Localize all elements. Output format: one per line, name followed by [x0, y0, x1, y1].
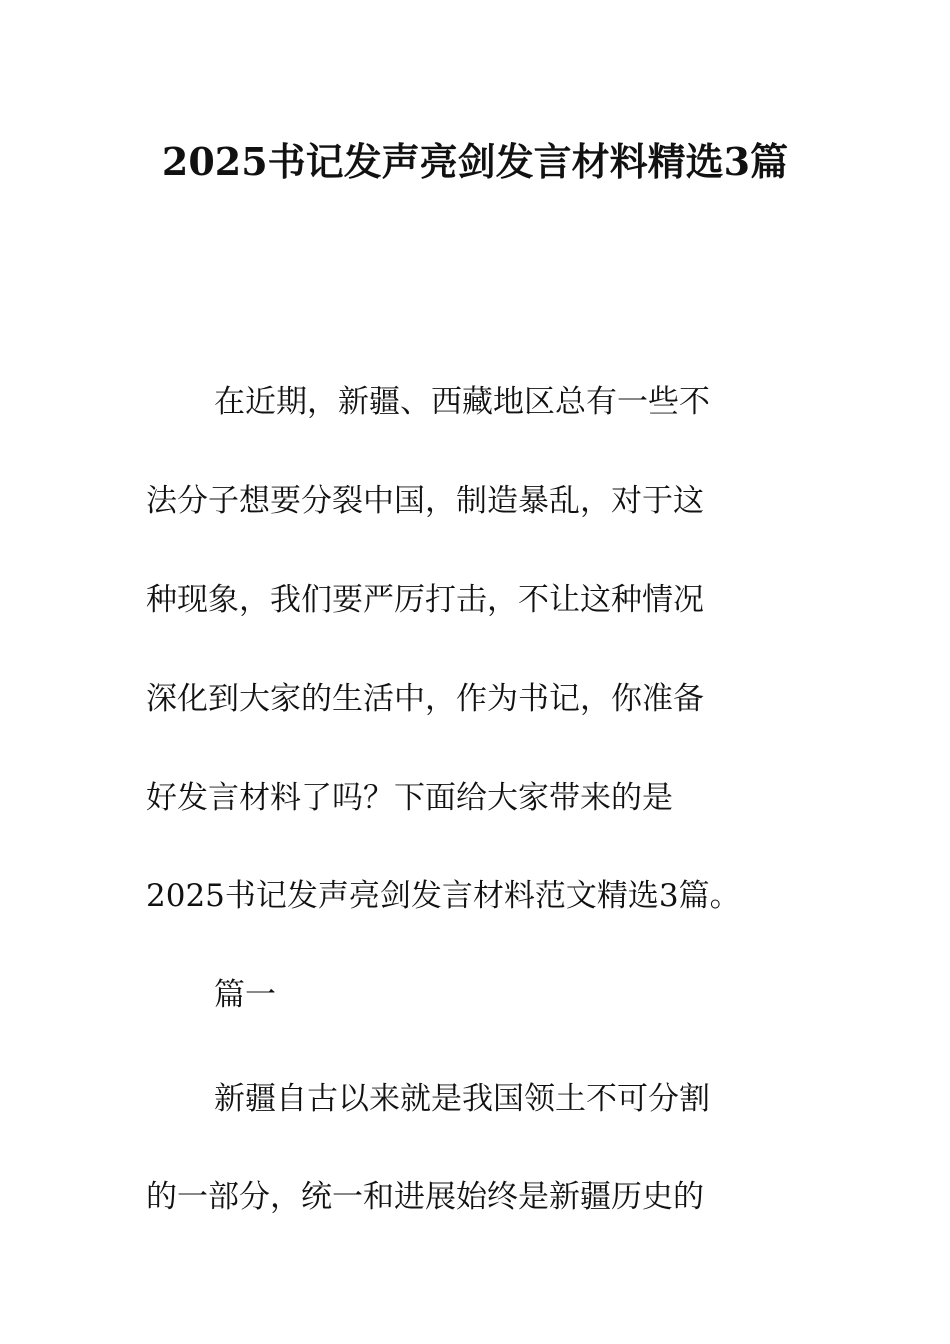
- intro-line-6: 2025书记发声亮剑发言材料范文精选3篇。: [146, 878, 741, 914]
- body-line-2: 的一部分，统一和进展始终是新疆历史的: [146, 1179, 704, 1215]
- intro-line-2: 法分子想要分裂中国，制造暴乱，对于这: [146, 483, 704, 519]
- intro-line-5: 好发言材料了吗？下面给大家带来的是: [146, 780, 673, 816]
- intro-line-4: 深化到大家的生活中，作为书记，你准备: [146, 681, 704, 717]
- intro-line-3: 种现象，我们要严厉打击，不让这种情况: [146, 582, 704, 618]
- body-line-1: 新疆自古以来就是我国领土不可分割: [214, 1081, 710, 1117]
- intro-line-1: 在近期，新疆、西藏地区总有一些不: [214, 384, 710, 420]
- section-heading: 篇一: [214, 977, 276, 1013]
- document-title: 2025书记发声亮剑发言材料精选3篇: [161, 139, 789, 184]
